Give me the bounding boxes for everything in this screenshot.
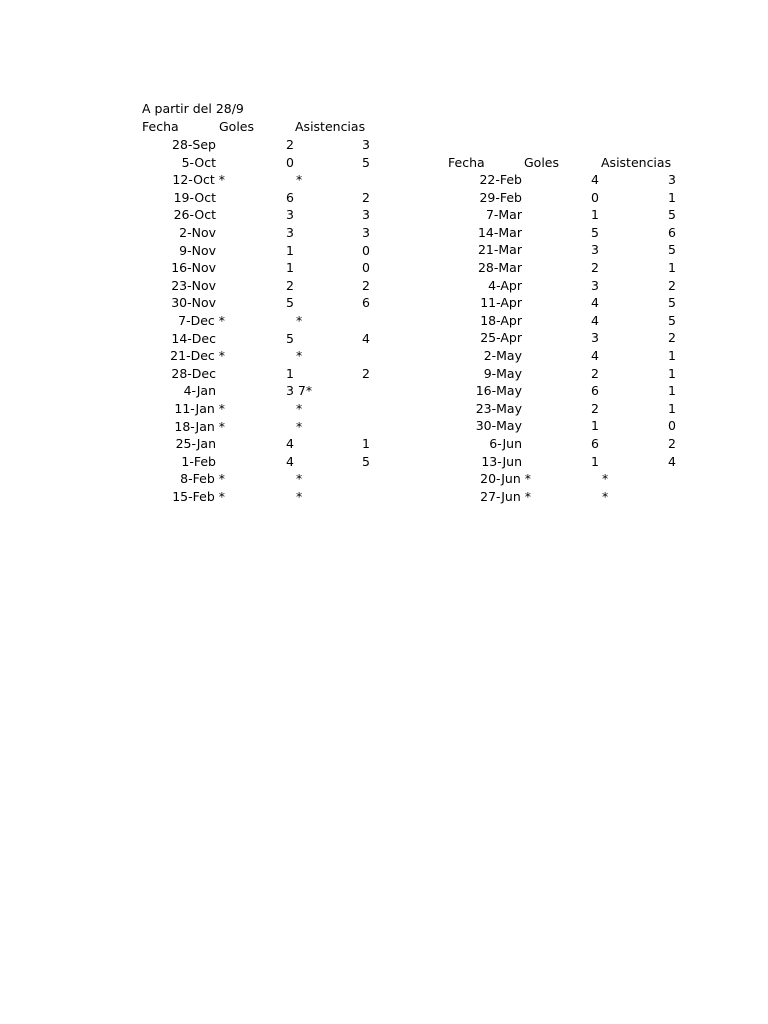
left-row-13-goles: *: [296, 348, 303, 364]
left-row-18-fecha: 25-Jan: [175, 436, 216, 452]
right-row-12-goles: 2: [591, 365, 599, 381]
right-row-14-fecha: 23-May: [475, 400, 522, 416]
right-row-5-asistencias: 5: [668, 242, 676, 258]
right-row-1-goles: 4: [591, 172, 599, 187]
left-row-3-fecha: 12-Oct *: [172, 172, 225, 188]
right-row-13-fecha: 16-May: [475, 383, 522, 399]
left-row-7-fecha: 9-Nov: [179, 242, 216, 258]
left-row-19-fecha: 1-Feb: [181, 453, 216, 469]
left-header-goles: Goles: [219, 119, 255, 134]
right-row-17-goles: 1: [591, 453, 599, 469]
right-row-11-fecha: 2-May: [483, 348, 522, 363]
left-row-8-fecha: 16-Nov: [171, 260, 216, 276]
right-row-8-fecha: 11-Apr: [480, 295, 522, 311]
left-row-6-fecha: 2-Nov: [179, 225, 216, 240]
left-row-4-asistencias: 2: [362, 189, 370, 205]
left-row-21-goles: *: [296, 489, 303, 504]
right-row-17-asistencias: 4: [668, 453, 676, 469]
left-row-1-goles: 2: [286, 137, 294, 152]
right-row-5-goles: 3: [591, 242, 599, 258]
left-row-18-goles: 4: [286, 436, 294, 452]
left-row-12-fecha: 14-Dec: [171, 330, 216, 346]
right-row-3-asistencias: 5: [668, 207, 676, 223]
right-row-11-goles: 4: [591, 348, 599, 363]
right-header-goles: Goles: [524, 155, 560, 170]
right-row-8-asistencias: 5: [668, 295, 676, 311]
right-row-4-asistencias: 6: [668, 224, 676, 240]
left-header-fecha: Fecha: [142, 119, 179, 134]
right-row-15-goles: 1: [591, 418, 599, 434]
right-row-12-asistencias: 1: [668, 365, 676, 381]
right-row-8-goles: 4: [591, 295, 599, 311]
left-row-3-goles: *: [296, 172, 303, 188]
right-row-13-goles: 6: [591, 383, 599, 399]
right-row-17-fecha: 13-Jun: [481, 453, 522, 469]
right-row-10-asistencias: 2: [668, 330, 676, 346]
right-row-3-fecha: 7-Mar: [485, 207, 522, 223]
right-row-6-asistencias: 1: [668, 260, 676, 275]
right-row-1-fecha: 22-Feb: [479, 172, 522, 187]
left-row-13-fecha: 21-Dec *: [170, 348, 225, 364]
left-row-7-asistencias: 0: [362, 242, 370, 258]
right-row-2-goles: 0: [591, 189, 599, 205]
left-row-5-asistencias: 3: [362, 207, 370, 223]
right-row-14-asistencias: 1: [668, 400, 676, 416]
left-row-17-goles: *: [296, 418, 303, 434]
left-row-8-goles: 1: [286, 260, 294, 276]
left-row-20-fecha: 8-Feb *: [180, 471, 225, 487]
left-row-20-goles: *: [296, 471, 303, 487]
left-row-10-goles: 5: [286, 295, 294, 311]
left-row-18-asistencias: 1: [362, 436, 370, 452]
right-row-2-fecha: 29-Feb: [479, 189, 522, 205]
left-header-asistencias: Asistencias: [295, 119, 366, 134]
left-row-19-goles: 4: [286, 453, 294, 469]
page-title: A partir del 28/9: [142, 101, 244, 116]
left-row-15-fecha: 4-Jan: [183, 383, 216, 399]
left-row-1-asistencias: 3: [362, 137, 370, 152]
right-row-6-fecha: 28-Mar: [477, 260, 522, 275]
left-row-14-fecha: 28-Dec: [171, 365, 216, 381]
left-row-5-fecha: 26-Oct: [173, 207, 216, 223]
left-row-9-fecha: 23-Nov: [171, 277, 216, 293]
left-row-14-goles: 1: [286, 365, 294, 381]
left-row-16-fecha: 11-Jan *: [174, 401, 225, 416]
right-row-10-goles: 3: [591, 330, 599, 346]
right-row-10-fecha: 25-Apr: [480, 330, 522, 346]
right-row-13-asistencias: 1: [668, 383, 676, 399]
right-row-16-asistencias: 2: [668, 436, 676, 451]
right-row-16-goles: 6: [591, 436, 599, 451]
right-row-9-asistencias: 5: [668, 312, 676, 328]
right-row-4-fecha: 14-Mar: [477, 224, 522, 240]
right-row-12-fecha: 9-May: [483, 365, 522, 381]
right-row-9-goles: 4: [591, 312, 599, 328]
left-row-16-goles: *: [296, 401, 303, 416]
right-row-18-fecha: 20-Jun *: [480, 471, 531, 487]
left-row-2-fecha: 5-Oct: [181, 154, 216, 170]
left-row-6-asistencias: 3: [362, 225, 370, 240]
right-row-1-asistencias: 3: [668, 172, 676, 187]
left-row-7-goles: 1: [286, 242, 294, 258]
right-row-5-fecha: 21-Mar: [477, 242, 522, 258]
right-row-15-fecha: 30-May: [475, 418, 522, 434]
right-header-asistencias: Asistencias: [601, 155, 672, 170]
left-row-12-asistencias: 4: [362, 330, 370, 346]
left-row-5-goles: 3: [286, 207, 294, 223]
left-row-9-asistencias: 2: [362, 277, 370, 293]
left-row-10-fecha: 30-Nov: [171, 295, 216, 311]
right-row-14-goles: 2: [591, 400, 599, 416]
right-row-19-goles: *: [602, 488, 609, 504]
left-row-4-goles: 6: [286, 189, 294, 205]
right-row-16-fecha: 6-Jun: [489, 436, 522, 451]
left-row-4-fecha: 19-Oct: [173, 189, 216, 205]
left-row-8-asistencias: 0: [362, 260, 370, 276]
right-row-11-asistencias: 1: [668, 348, 676, 363]
left-row-15-goles: 3 7*: [286, 383, 313, 399]
right-row-18-goles: *: [602, 471, 609, 487]
left-row-19-asistencias: 5: [362, 453, 370, 469]
left-row-11-goles: *: [296, 313, 303, 328]
left-row-2-goles: 0: [286, 154, 294, 170]
left-row-2-asistencias: 5: [362, 154, 370, 170]
left-row-11-fecha: 7-Dec *: [178, 313, 225, 328]
right-row-4-goles: 5: [591, 224, 599, 240]
left-row-9-goles: 2: [286, 277, 294, 293]
right-row-7-fecha: 4-Apr: [488, 277, 522, 293]
right-row-6-goles: 2: [591, 260, 599, 275]
right-row-7-asistencias: 2: [668, 277, 676, 293]
right-row-2-asistencias: 1: [668, 189, 676, 205]
left-row-10-asistencias: 6: [362, 295, 370, 311]
left-row-14-asistencias: 2: [362, 365, 370, 381]
left-row-21-fecha: 15-Feb *: [172, 489, 225, 504]
right-header-fecha: Fecha: [448, 155, 485, 170]
left-row-17-fecha: 18-Jan *: [174, 418, 225, 434]
right-row-15-asistencias: 0: [668, 418, 676, 434]
right-row-9-fecha: 18-Apr: [480, 312, 522, 328]
left-row-1-fecha: 28-Sep: [172, 137, 216, 152]
left-row-12-goles: 5: [286, 330, 294, 346]
right-row-19-fecha: 27-Jun *: [480, 488, 531, 504]
right-row-3-goles: 1: [591, 207, 599, 223]
right-row-7-goles: 3: [591, 277, 599, 293]
left-row-6-goles: 3: [286, 225, 294, 240]
